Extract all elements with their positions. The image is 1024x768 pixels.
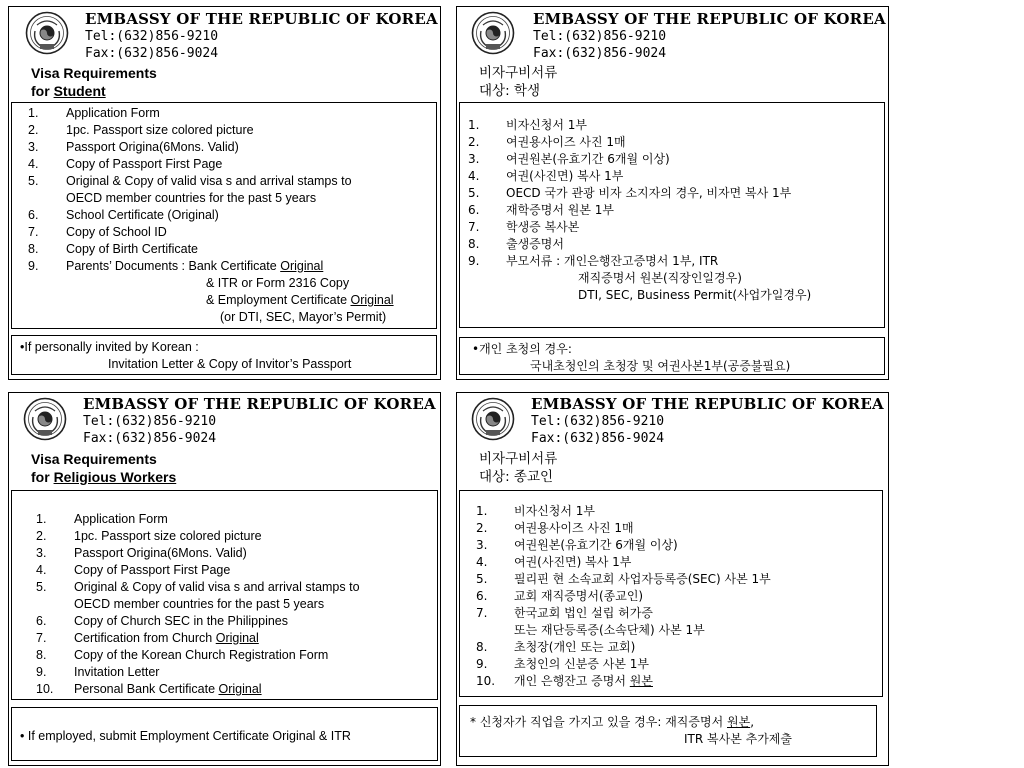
religious-en-card bbox=[8, 392, 441, 766]
embassy-title: EMBASSY OF THE REPUBLIC OF KOREA bbox=[533, 10, 886, 28]
list-item bbox=[468, 219, 811, 236]
list-item bbox=[36, 664, 360, 681]
note-line1 bbox=[470, 714, 754, 731]
item-text: 비자신청서 1부 bbox=[514, 504, 596, 518]
student-kr-card bbox=[456, 6, 889, 380]
note-box bbox=[11, 707, 438, 761]
embassy-tel: Tel:(632)856-9210 bbox=[533, 29, 667, 44]
list-item bbox=[476, 605, 771, 622]
item-text: 개인 은행잔고 증명서 bbox=[514, 674, 630, 688]
item-text: 한국교회 법인 설립 허가증 bbox=[514, 606, 653, 620]
embassy-fax: Fax:(632)856-9024 bbox=[85, 46, 219, 61]
list-item bbox=[36, 630, 360, 647]
original-label: Original bbox=[280, 259, 324, 273]
list-item bbox=[36, 596, 360, 613]
list-item bbox=[28, 190, 394, 207]
list-item bbox=[28, 105, 394, 122]
item-text: 재직증명서 원본(직장인일경우) bbox=[578, 271, 742, 285]
item-text: 여권(사진면) 복사 1부 bbox=[506, 169, 624, 183]
embassy-fax: Fax:(632)856-9024 bbox=[83, 431, 217, 446]
note-comma: , bbox=[750, 715, 755, 729]
item-text: 여권용사이즈 사진 1매 bbox=[514, 521, 634, 535]
item-text: 교회 재직증명서(종교인) bbox=[514, 589, 644, 603]
item-text: Copy of the Korean Church Registration Form bbox=[74, 648, 329, 662]
list-item bbox=[476, 503, 771, 520]
item-text: 재학증명서 원본 1부 bbox=[506, 203, 615, 217]
item-number: 4. bbox=[28, 157, 39, 171]
visa-heading bbox=[479, 450, 557, 486]
item-number: 6. bbox=[28, 208, 39, 222]
original-label: Original bbox=[215, 631, 259, 645]
embassy-fax: Fax:(632)856-9024 bbox=[531, 431, 665, 446]
list-item bbox=[476, 656, 771, 673]
list-item bbox=[28, 173, 394, 190]
list-item bbox=[468, 117, 811, 134]
item-number: 1. bbox=[468, 118, 480, 132]
item-number: 3. bbox=[36, 546, 47, 560]
item-text: 또는 재단등록증(소속단체) 사본 1부 bbox=[514, 623, 705, 637]
item-text: Copy of Church SEC in the Philippines bbox=[74, 614, 289, 628]
list-item bbox=[36, 528, 360, 545]
item-text: School Certificate (Original) bbox=[66, 208, 219, 222]
list-item bbox=[476, 520, 771, 537]
item-number: 8. bbox=[468, 237, 480, 251]
note-line1: •If personally invited by Korean : bbox=[20, 340, 199, 354]
original-label: 원본 bbox=[727, 715, 751, 729]
list-item bbox=[476, 554, 771, 571]
item-number: 9. bbox=[36, 665, 47, 679]
list-item bbox=[36, 579, 360, 596]
item-number: 1. bbox=[36, 512, 47, 526]
list-item bbox=[476, 673, 771, 690]
list-item bbox=[28, 139, 394, 156]
item-text: Certification from Church bbox=[74, 631, 216, 645]
visa-heading-for: for bbox=[31, 469, 54, 485]
list-item bbox=[28, 309, 394, 326]
item-number: 4. bbox=[36, 563, 47, 577]
original-label: 원본 bbox=[629, 674, 653, 688]
item-number: 1. bbox=[476, 504, 488, 518]
list-item bbox=[36, 681, 360, 698]
item-number: 4. bbox=[468, 169, 480, 183]
list-item bbox=[36, 647, 360, 664]
list-item bbox=[468, 270, 811, 287]
note-line1: • If employed, submit Employment Certificate Original & ITR bbox=[20, 729, 351, 743]
item-number: 5. bbox=[28, 174, 39, 188]
item-text: 초청장(개인 또는 교회) bbox=[514, 640, 636, 654]
list-item bbox=[28, 122, 394, 139]
list-item bbox=[28, 207, 394, 224]
item-text: Personal Bank Certificate bbox=[74, 682, 219, 696]
item-number: 6. bbox=[476, 589, 488, 603]
embassy-header bbox=[83, 396, 436, 447]
item-number: 5. bbox=[36, 580, 47, 594]
list-item bbox=[36, 562, 360, 579]
item-number: 9. bbox=[28, 259, 39, 273]
list-item bbox=[468, 151, 811, 168]
item-text: 학생증 복사본 bbox=[506, 220, 580, 234]
list-item bbox=[468, 253, 811, 270]
item-text: 필리핀 현 소속교회 사업자등록증(SEC) 사본 1부 bbox=[514, 572, 771, 586]
student-en-card bbox=[8, 6, 441, 380]
item-number: 7. bbox=[468, 220, 480, 234]
embassy-title: EMBASSY OF THE REPUBLIC OF KOREA bbox=[83, 395, 436, 413]
item-text: Application Form bbox=[66, 106, 160, 120]
embassy-seal-icon bbox=[25, 11, 69, 55]
requirements-box bbox=[11, 490, 438, 700]
list-item bbox=[28, 275, 394, 292]
note-box bbox=[11, 335, 437, 375]
list-item bbox=[36, 613, 360, 630]
list-item bbox=[36, 511, 360, 528]
item-text: Passport Origina(6Mons. Valid) bbox=[74, 546, 247, 560]
requirements-list bbox=[36, 511, 360, 698]
embassy-fax: Fax:(632)856-9024 bbox=[533, 46, 667, 61]
visa-heading-line1: Visa Requirements bbox=[31, 65, 157, 81]
original-label: Original bbox=[218, 682, 262, 696]
item-text: 1pc. Passport size colored picture bbox=[66, 123, 254, 137]
item-number: 3. bbox=[476, 538, 488, 552]
item-text: DTI, SEC, Business Permit(사업가일경우) bbox=[578, 288, 812, 302]
note-line2: ITR 복사본 추가제출 bbox=[684, 732, 792, 746]
embassy-seal-icon bbox=[23, 397, 67, 441]
item-number: 8. bbox=[28, 242, 39, 256]
item-text: Parents’ Documents : Bank Certificate bbox=[66, 259, 281, 273]
visa-heading-line1: Visa Requirements bbox=[31, 451, 157, 467]
requirements-list bbox=[28, 105, 394, 326]
embassy-tel: Tel:(632)856-9210 bbox=[85, 29, 219, 44]
item-text: 여권(사진면) 복사 1부 bbox=[514, 555, 632, 569]
item-number: 7. bbox=[36, 631, 47, 645]
item-text: Passport Origina(6Mons. Valid) bbox=[66, 140, 239, 154]
requirements-box bbox=[11, 102, 437, 329]
item-number: 6. bbox=[36, 614, 47, 628]
requirements-list bbox=[476, 503, 771, 690]
note-box bbox=[459, 337, 885, 375]
list-item bbox=[36, 545, 360, 562]
visa-heading bbox=[31, 64, 157, 100]
item-number: 6. bbox=[468, 203, 480, 217]
visa-heading-line2: 대상: 종교인 bbox=[479, 469, 554, 485]
religious-kr-card bbox=[456, 392, 889, 766]
list-item bbox=[468, 185, 811, 202]
item-text: Original & Copy of valid visa s and arrival stamps to bbox=[74, 580, 360, 594]
item-text: 출생증명서 bbox=[506, 237, 564, 251]
item-number: 10. bbox=[476, 674, 496, 688]
item-text: 여권원본(유효기간 6개월 이상) bbox=[506, 152, 670, 166]
item-number: 8. bbox=[36, 648, 47, 662]
list-item bbox=[476, 571, 771, 588]
item-text: 여권용사이즈 사진 1매 bbox=[506, 135, 626, 149]
item-number: 5. bbox=[476, 572, 488, 586]
list-item bbox=[28, 258, 394, 275]
item-text: 초청인의 신분증 사본 1부 bbox=[514, 657, 649, 671]
item-text: 부모서류 : 개인은행잔고증명서 1부, ITR bbox=[506, 254, 719, 268]
visa-heading-for: for bbox=[31, 83, 54, 99]
item-number: 4. bbox=[476, 555, 488, 569]
requirements-box bbox=[459, 490, 883, 697]
note-text: * 신청자가 직업을 가지고 있을 경우: 재직증명서 bbox=[470, 715, 727, 729]
item-number: 2. bbox=[476, 521, 488, 535]
embassy-seal-icon bbox=[471, 11, 515, 55]
embassy-tel: Tel:(632)856-9210 bbox=[83, 414, 217, 429]
note-line2: Invitation Letter & Copy of Invitor’s Passport bbox=[108, 357, 352, 371]
item-text: OECD member countries for the past 5 years bbox=[74, 597, 325, 611]
item-text: Copy of School ID bbox=[66, 225, 167, 239]
item-number: 8. bbox=[476, 640, 488, 654]
item-text: 비자신청서 1부 bbox=[506, 118, 588, 132]
embassy-seal-icon bbox=[471, 397, 515, 441]
visa-heading-target: Student bbox=[53, 83, 106, 99]
visa-heading-line2: 대상: 학생 bbox=[479, 83, 541, 99]
list-item bbox=[468, 134, 811, 151]
item-number: 2. bbox=[28, 123, 39, 137]
list-item bbox=[28, 241, 394, 258]
visa-heading-target: Religious Workers bbox=[53, 469, 177, 485]
visa-heading-line1: 비자구비서류 bbox=[479, 451, 558, 467]
item-number: 2. bbox=[468, 135, 480, 149]
item-text: Invitation Letter bbox=[74, 665, 160, 679]
item-number: 9. bbox=[468, 254, 480, 268]
item-number: 7. bbox=[28, 225, 39, 239]
list-item bbox=[28, 292, 394, 309]
list-item bbox=[28, 156, 394, 173]
item-text: Application Form bbox=[74, 512, 168, 526]
item-number: 2. bbox=[36, 529, 47, 543]
list-item bbox=[468, 236, 811, 253]
list-item bbox=[468, 168, 811, 185]
note-line2: 국내초청인의 초청장 및 여권사본1부(공증불필요) bbox=[530, 359, 791, 373]
requirements-box bbox=[459, 102, 885, 328]
item-text: Copy of Passport First Page bbox=[66, 157, 223, 171]
list-item bbox=[468, 202, 811, 219]
item-number: 9. bbox=[476, 657, 488, 671]
visa-heading bbox=[479, 64, 557, 100]
item-number: 1. bbox=[28, 106, 39, 120]
list-item bbox=[28, 224, 394, 241]
item-text: 여권원본(유효기간 6개월 이상) bbox=[514, 538, 678, 552]
item-text: 1pc. Passport size colored picture bbox=[74, 529, 262, 543]
item-number: 3. bbox=[28, 140, 39, 154]
item-text: & Employment Certificate bbox=[206, 293, 351, 307]
list-item bbox=[476, 588, 771, 605]
list-item bbox=[476, 639, 771, 656]
visa-heading-line1: 비자구비서류 bbox=[479, 65, 558, 81]
list-item bbox=[476, 537, 771, 554]
list-item bbox=[468, 287, 811, 304]
item-number: 7. bbox=[476, 606, 488, 620]
note-line1: •개인 초청의 경우: bbox=[472, 342, 572, 356]
item-text: Copy of Passport First Page bbox=[74, 563, 231, 577]
embassy-header bbox=[531, 396, 884, 447]
requirements-list bbox=[468, 117, 811, 304]
item-text: & ITR or Form 2316 Copy bbox=[206, 276, 350, 290]
item-text: OECD 국가 관광 비자 소지자의 경우, 비자면 복사 1부 bbox=[506, 186, 792, 200]
item-text: (or DTI, SEC, Mayor’s Permit) bbox=[220, 310, 387, 324]
original-label: Original bbox=[350, 293, 394, 307]
list-item bbox=[476, 622, 771, 639]
item-number: 3. bbox=[468, 152, 480, 166]
item-number: 10. bbox=[36, 682, 54, 696]
embassy-title: EMBASSY OF THE REPUBLIC OF KOREA bbox=[85, 10, 438, 28]
item-text: Copy of Birth Certificate bbox=[66, 242, 198, 256]
embassy-title: EMBASSY OF THE REPUBLIC OF KOREA bbox=[531, 395, 884, 413]
embassy-header bbox=[85, 11, 438, 62]
visa-heading bbox=[31, 450, 176, 486]
item-text: Original & Copy of valid visa s and arrival stamps to bbox=[66, 174, 352, 188]
item-text: OECD member countries for the past 5 years bbox=[66, 191, 317, 205]
embassy-tel: Tel:(632)856-9210 bbox=[531, 414, 665, 429]
item-number: 5. bbox=[468, 186, 480, 200]
note-box bbox=[459, 705, 877, 757]
embassy-header bbox=[533, 11, 886, 62]
